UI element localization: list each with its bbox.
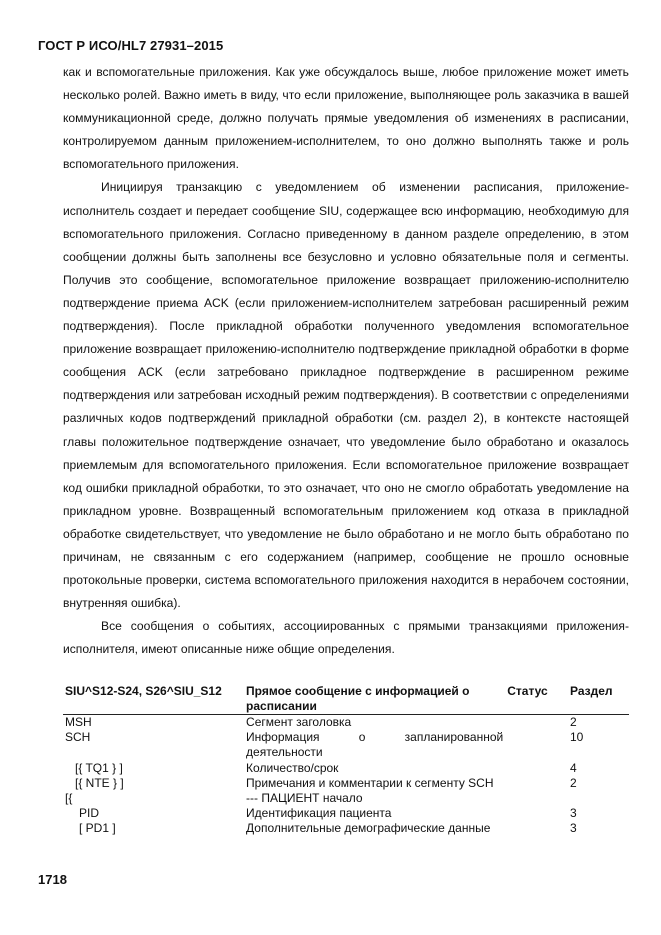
status-cell xyxy=(505,776,568,791)
section-cell: 4 xyxy=(569,760,577,775)
section-cell: 3 xyxy=(569,821,577,836)
status-cell xyxy=(505,821,568,836)
segment-cell: [{ TQ1 } ] xyxy=(75,760,123,775)
document-header: ГОСТ Р ИСО/HL7 27931–2015 xyxy=(38,38,224,53)
table-row xyxy=(63,715,629,731)
table-row xyxy=(63,791,629,806)
table-header-row xyxy=(63,682,629,715)
description-cell: Количество/срок xyxy=(246,760,339,775)
header-message: SIU^S12-S24, S26^SIU_S12 xyxy=(63,682,244,715)
header-status: Статус xyxy=(505,682,568,715)
paragraph: Все сообщения о событиях, ассоциированных с прямыми транзакциями приложения-исполнителя, имеют описанные ниже общие определения. xyxy=(63,619,629,657)
table-row xyxy=(63,806,629,821)
segment-cell: PID xyxy=(79,806,100,821)
segment-cell: MSH xyxy=(65,715,92,729)
paragraph: как и вспомогательные приложения. Как уже обсуждалось выше, любое приложение может иметь несколько ролей. Важно иметь в виду, что если приложение, выполняющее роль заказчика в вашей коммуникационной среде, должно получать прямые уведомления об изменениях в расписании, контролируемом данным приложением-исполнителем, то оно должно выполнять также и роль вспомогательного приложения. xyxy=(63,65,629,172)
status-cell xyxy=(505,761,568,776)
description-cell: Идентификация пациента xyxy=(246,806,392,821)
description-cell: Информация о запланированной деятельности xyxy=(246,730,504,760)
status-cell xyxy=(505,791,568,806)
paragraph: Инициируя транзакцию с уведомлением об изменении расписания, приложение-исполнитель создает и передает сообщение SIU, содержащее всю информацию, необходимую для вспомогательного приложения. Согласно приведенному в данном разделе определению, в этом сообщении должны быть заполнены все безусловно и условно обязательные поля и сегменты. Получив это сообщение, вспомогательное приложение возвращает приложению-исполнителю подтверждение приема ACK (если приложением-исполнителем затребован расширенный режим подтверждения). После прикладной обработки полученного уведомления вспомогательное приложение возвращает приложению-исполнителю подтверждение прикладной обработки в форме сообщения ACK (если затребовано прикладное подтверждение в расширенном режиме подтверждения или затребован исходный режим подтверждения). В соответствии с определениями различных кодов подтверждений прикладной обработки (см. раздел 2), в контексте настоящей главы положительное подтверждение означает, что уведомление было обработано и оказалось приемлемым для вспомогательного приложения. Если вспомогательное приложение возвращает код ошибки прикладной обработки, то это означает, что оно не смогло обработать уведомление на прикладном уровне. Возвращенный вспомогательным приложением код отказа в прикладной обработке свидетельствует, что уведомление не было обработано и не могло быть обработано по причинам, не связанным с его содержанием (например, сообщение не прошло основные протокольные проверки, система вспомогательного приложения находится в нерабочем состоянии, внутренняя ошибка). xyxy=(63,180,629,611)
segment-cell: [{ xyxy=(65,791,73,806)
section-cell: 10 xyxy=(569,730,584,745)
page-number: 1718 xyxy=(38,872,67,887)
table-row xyxy=(63,761,629,776)
table-row xyxy=(63,821,629,836)
header-description: Прямое сообщение с информацией о расписании xyxy=(244,682,505,715)
status-cell xyxy=(505,715,568,731)
segment-cell: [ PD1 ] xyxy=(79,821,116,836)
body-text xyxy=(63,61,629,661)
segment-cell: [{ NTE } ] xyxy=(75,775,124,790)
table-row xyxy=(63,776,629,791)
description-cell: Дополнительные демографические данные xyxy=(246,821,491,836)
section-cell: 2 xyxy=(569,775,577,790)
section-cell xyxy=(568,791,629,806)
header-section: Раздел xyxy=(568,682,629,715)
section-cell: 2 xyxy=(569,715,577,729)
status-cell xyxy=(505,806,568,821)
description-cell: Примечания и комментарии к сегменту SCH xyxy=(246,775,494,790)
description-cell: --- ПАЦИЕНТ начало xyxy=(246,791,363,806)
section-cell: 3 xyxy=(569,806,577,821)
message-structure-table xyxy=(63,682,629,837)
segment-cell: SCH xyxy=(65,730,91,745)
status-cell xyxy=(505,730,568,760)
table-row xyxy=(63,730,629,760)
description-cell: Сегмент заголовка xyxy=(246,715,352,729)
